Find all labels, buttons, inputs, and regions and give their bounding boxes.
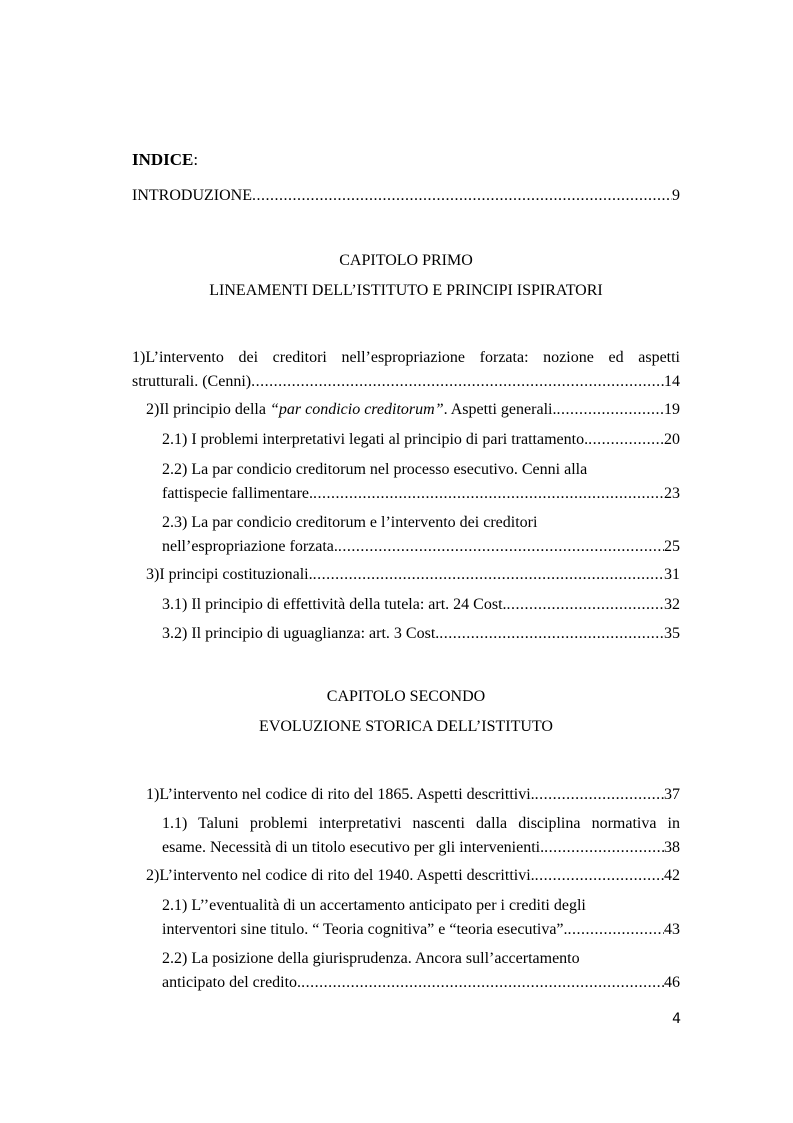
- toc-entry-text: 3.1) Il principio di effettività della tutela: art. 24 Cost.: [162, 596, 507, 613]
- toc-entry-2-2[interactable]: [146, 864, 680, 888]
- toc-entry-text: 2.2) La par condicio creditorum nel processo esecutivo. Cenni alla: [162, 461, 588, 478]
- toc-page-number: 19: [664, 401, 680, 418]
- toc-entry-1-2-1[interactable]: [162, 428, 680, 452]
- toc-entry-text: 2.1) I problemi interpretativi legati al principio di pari trattamento.: [162, 431, 589, 448]
- toc-entry-text: 2.3) La par condicio creditorum e l’intervento dei creditori: [162, 514, 538, 531]
- toc-entry-text: 2)L’intervento nel codice di rito del 1940. Aspetti descrittivi.: [146, 867, 535, 884]
- chapter-2-title: EVOLUZIONE STORICA DELL’ISTITUTO: [259, 718, 553, 735]
- index-heading: INDICE:: [132, 150, 199, 169]
- dot-leader: [556, 398, 664, 422]
- toc-entry-1-1[interactable]: [132, 346, 680, 394]
- toc-entry-text: esame. Necessità di un titolo esecutivo per gli intervenienti.: [162, 839, 545, 856]
- toc-entry-text: 3)I principi costituzionali.: [146, 566, 313, 583]
- toc-entry-1-2[interactable]: [146, 398, 680, 422]
- dot-leader: [301, 971, 664, 995]
- toc-page-number: 35: [664, 625, 680, 642]
- dot-leader: [251, 370, 664, 394]
- dot-leader: [252, 184, 672, 208]
- toc-page-number: 20: [664, 431, 680, 448]
- toc-page-number: 42: [664, 867, 680, 884]
- toc-entry-introduzione[interactable]: [132, 184, 680, 208]
- dot-leader: [588, 428, 664, 452]
- toc-page-number: 14: [664, 373, 680, 390]
- toc-entry-text: INTRODUZIONE: [132, 187, 252, 204]
- toc-page-number: 9: [672, 187, 680, 204]
- toc-page-number: 38: [664, 839, 680, 856]
- toc-entry-text: 2.2) La posizione della giurisprudenza. Ancora sull’accertamento: [162, 950, 580, 967]
- dot-leader: [338, 535, 664, 559]
- dot-leader: [313, 482, 664, 506]
- toc-page-number: 25: [664, 538, 680, 555]
- dot-leader: [568, 918, 664, 942]
- toc-entry-text: 1)L’intervento nel codice di rito del 1865. Aspetti descrittivi.: [146, 786, 535, 803]
- toc-entry-text: interventori sine titulo. “ Teoria cognitiva” e “teoria esecutiva”.: [162, 921, 568, 938]
- toc-entry-text: 1)L’intervento dei creditori nell’espropriazione forzata: nozione ed aspetti: [132, 349, 680, 366]
- toc-entry-text: 2)Il principio della “par condicio creditorum”. Aspetti generali.: [146, 401, 557, 418]
- toc-entry-text: strutturali. (Cenni): [132, 373, 252, 390]
- toc-page-number: 46: [664, 974, 680, 991]
- toc-entry-1-3[interactable]: [146, 563, 680, 587]
- chapter-2-label: CAPITOLO SECONDO: [326, 688, 486, 705]
- toc-entry-text: 3.2) Il principio di uguaglianza: art. 3 Cost.: [162, 625, 440, 642]
- chapter-1-title: LINEAMENTI DELL’ISTITUTO E PRINCIPI ISPIRATORI: [209, 282, 603, 299]
- toc-entry-1-2-2[interactable]: [162, 458, 680, 506]
- dot-leader: [439, 622, 664, 646]
- dot-leader: [535, 783, 664, 807]
- toc-page-number: 37: [664, 786, 680, 803]
- toc-entry-2-2-1[interactable]: [162, 894, 680, 942]
- toc-entry-text: nell’espropriazione forzata.: [162, 538, 338, 555]
- toc-page-number: 43: [664, 921, 680, 938]
- toc-entry-2-2-2[interactable]: [162, 947, 680, 995]
- toc-page-number: 31: [664, 566, 680, 583]
- toc-page-number: 32: [664, 596, 680, 613]
- toc-entry-1-3-2[interactable]: [162, 622, 680, 646]
- toc-entry-text: fattispecie fallimentare.: [162, 485, 314, 502]
- dot-leader: [535, 864, 664, 888]
- toc-entry-1-2-3[interactable]: [162, 511, 680, 559]
- toc-entry-text: 2.1) L’’eventualità di un accertamento anticipato per i crediti degli: [162, 897, 586, 914]
- dot-leader: [507, 593, 664, 617]
- dot-leader: [544, 836, 664, 860]
- toc-entry-2-1-1[interactable]: [162, 812, 680, 860]
- toc-entry-1-3-1[interactable]: [162, 593, 680, 617]
- toc-entry-2-1[interactable]: [146, 783, 680, 807]
- dot-leader: [313, 563, 664, 587]
- toc-entry-text: anticipato del credito.: [162, 974, 302, 991]
- toc-entry-text: 1.1) Taluni problemi interpretativi nascenti dalla disciplina normativa in: [162, 815, 680, 832]
- chapter-1-label: CAPITOLO PRIMO: [339, 252, 473, 269]
- page-number: 4: [672, 1011, 681, 1027]
- toc-page-number: 23: [664, 485, 680, 502]
